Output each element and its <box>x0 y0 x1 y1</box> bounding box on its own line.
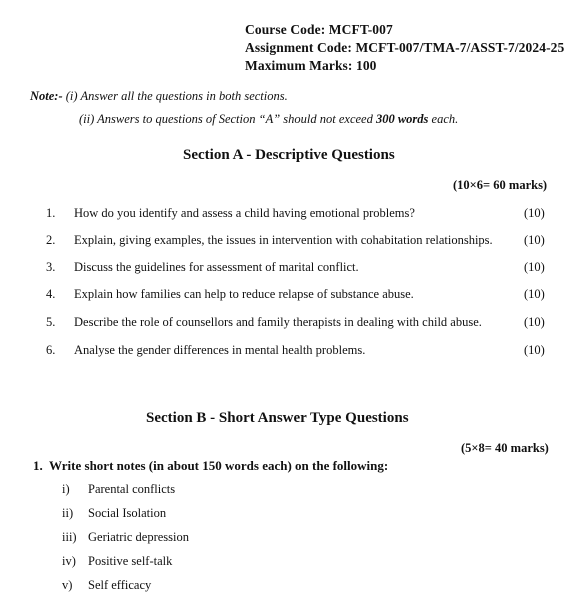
item-text: Social Isolation <box>88 506 167 520</box>
item-number: v) <box>62 578 73 592</box>
question-number: 1. <box>46 206 56 220</box>
question-text: Discuss the guidelines for assessment of marital conflict. <box>74 260 359 274</box>
note-text-1: (i) Answer all the questions in both sections. <box>65 89 288 103</box>
section-b-question <box>33 458 388 474</box>
question-number: 3. <box>46 260 56 274</box>
question-marks: (10) <box>524 287 545 301</box>
question-text: Explain how families can help to reduce relapse of substance abuse. <box>74 287 414 301</box>
course-code: Course Code: MCFT-007 <box>245 22 393 37</box>
note-label: Note:- <box>30 89 63 103</box>
section-a-title: Section A - Descriptive Questions <box>183 147 395 163</box>
section-b-title: Section B - Short Answer Type Questions <box>146 410 409 426</box>
question-number: 5. <box>46 315 56 329</box>
item-number: iii) <box>62 530 77 544</box>
question-text: Explain, giving examples, the issues in intervention with cohabitation relationships. <box>74 233 493 247</box>
assignment-code: Assignment Code: MCFT-007/TMA-7/ASST-7/2024-25 <box>245 40 565 55</box>
question-marks: (10) <box>524 206 545 220</box>
question-marks: (10) <box>524 343 545 357</box>
item-text: Positive self-talk <box>88 554 173 568</box>
item-text: Self efficacy <box>88 578 152 592</box>
question-number: 4. <box>46 287 56 301</box>
maximum-marks: Maximum Marks: 100 <box>245 58 377 73</box>
item-number: i) <box>62 482 70 496</box>
question-number: 1. <box>33 458 43 473</box>
section-b-marks: (5×8= 40 marks) <box>461 441 549 455</box>
section-a-marks: (10×6= 60 marks) <box>453 178 548 192</box>
note-text-2-pre: (ii) Answers to questions of Section “A” should not exceed <box>79 112 376 126</box>
question-number: 2. <box>46 233 56 247</box>
question-marks: (10) <box>524 315 545 329</box>
question-marks: (10) <box>524 233 545 247</box>
item-number: iv) <box>62 554 76 568</box>
question-text: How do you identify and assess a child having emotional problems? <box>74 206 415 220</box>
question-number: 6. <box>46 343 56 357</box>
note-text-2-bold: 300 words <box>375 112 429 126</box>
note-text-2-post: each. <box>428 112 459 126</box>
question-text: Analyse the gender differences in mental health problems. <box>74 343 366 357</box>
question-marks: (10) <box>524 260 545 274</box>
question-text: Describe the role of counsellors and family therapists in dealing with child abuse. <box>74 315 482 329</box>
item-number: ii) <box>62 506 74 520</box>
question-text: Write short notes (in about 150 words each) on the following: <box>49 458 389 473</box>
item-text: Parental conflicts <box>88 482 176 496</box>
note-line-1 <box>30 89 288 104</box>
note-line-2 <box>79 112 458 127</box>
item-text: Geriatric depression <box>88 530 190 544</box>
